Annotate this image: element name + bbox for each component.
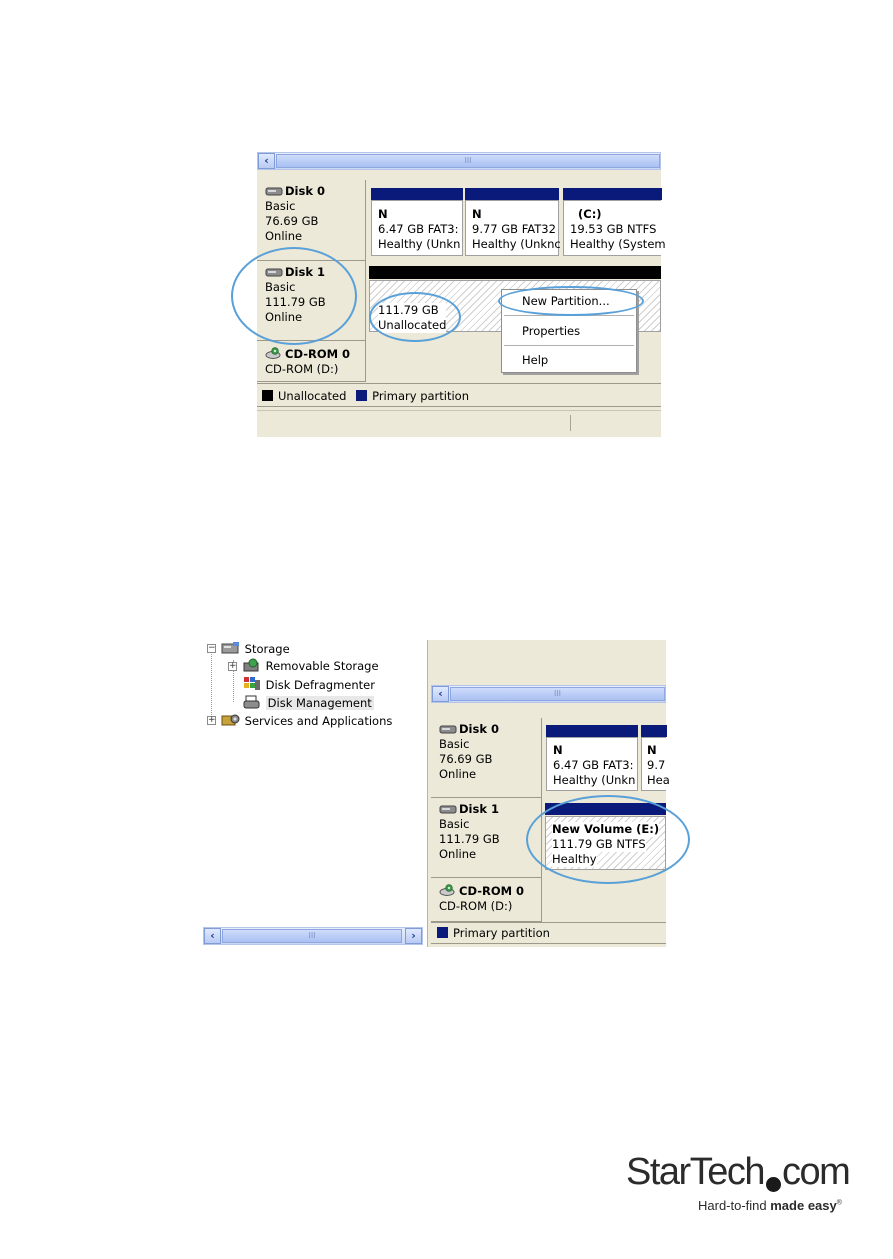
disk-management-icon xyxy=(242,694,262,710)
removable-storage-icon xyxy=(242,658,262,672)
volume-size: 111.79 GB NTFS xyxy=(552,837,646,851)
unallocated-size: 111.79 GB xyxy=(378,303,439,317)
legend-swatch-unallocated xyxy=(262,390,273,401)
volume-size: 9.7 xyxy=(647,758,666,772)
disk-drive-icon xyxy=(265,186,283,196)
services-icon xyxy=(221,712,241,728)
volume-title: N xyxy=(378,207,388,221)
volume-partition[interactable] xyxy=(546,737,638,791)
registered-mark: ® xyxy=(836,1199,842,1207)
disk-status: Online xyxy=(439,767,477,781)
scroll-thumb[interactable]: III xyxy=(276,154,660,168)
scroll-thumb[interactable]: III xyxy=(222,929,402,943)
brand-wordmark xyxy=(626,1150,849,1194)
disk-size: 76.69 GB xyxy=(439,752,493,766)
tree-item-label: Services and Applications xyxy=(244,714,393,728)
unallocated-label: Unallocated xyxy=(378,318,447,332)
brand-dot xyxy=(766,1177,781,1192)
disk-type: CD-ROM (D:) xyxy=(439,899,513,913)
storage-icon xyxy=(221,641,241,655)
expand-collapse-storage[interactable]: − xyxy=(208,643,216,653)
status-bar xyxy=(257,410,661,437)
scroll-right-button[interactable]: › xyxy=(405,928,422,944)
scroll-left-button[interactable]: ‹ xyxy=(432,686,449,702)
disk-size: 111.79 GB xyxy=(265,295,326,309)
defragmenter-icon xyxy=(242,676,262,692)
volume-title: New Volume (E:) xyxy=(552,822,660,836)
disk-status: Online xyxy=(265,229,303,243)
disk-drive-icon xyxy=(439,724,457,734)
tree-item-label: Disk Management xyxy=(267,696,372,710)
volume-partition[interactable] xyxy=(465,200,559,256)
menu-item-properties[interactable]: Properties xyxy=(522,324,581,338)
highlight-oval-disk1 xyxy=(231,247,357,345)
volume-size: 6.47 GB FAT3: xyxy=(553,758,634,772)
volume-status: Healthy xyxy=(552,852,597,866)
disk-name: Disk 0 xyxy=(459,722,499,736)
legend-label: Unallocated xyxy=(278,389,347,403)
legend-swatch-primary xyxy=(437,927,448,938)
tree-item-storage[interactable] xyxy=(221,641,290,656)
disk-type: Basic xyxy=(265,280,296,294)
disk-status: Online xyxy=(265,310,303,324)
volume-title: N xyxy=(472,207,482,221)
cdrom-label[interactable] xyxy=(257,341,366,382)
volume-status: Healthy (Unkn xyxy=(553,773,636,787)
legend-label: Primary partition xyxy=(372,389,469,403)
tree-item-label: Removable Storage xyxy=(265,659,379,673)
disk-name: Disk 1 xyxy=(459,802,499,816)
tree-item-disk-management[interactable] xyxy=(242,694,374,710)
tree-item-removable-storage[interactable] xyxy=(242,658,379,673)
disk-name: CD-ROM 0 xyxy=(285,347,351,361)
top-scrollbar[interactable] xyxy=(257,152,661,170)
legend-label: Primary partition xyxy=(453,926,550,940)
brand-name-2: com xyxy=(781,1151,850,1193)
legend-swatch-primary xyxy=(356,390,367,401)
disk-name: CD-ROM 0 xyxy=(459,884,525,898)
tree-item-disk-defragmenter[interactable] xyxy=(242,676,375,692)
unallocated-bar xyxy=(369,266,661,279)
volume-partition[interactable] xyxy=(371,200,463,256)
volume-size: 9.77 GB FAT32 xyxy=(472,222,556,236)
volume-size: 6.47 GB FAT3: xyxy=(378,222,459,236)
disk-status: Online xyxy=(439,847,477,861)
disk-management-screenshot-1 xyxy=(257,152,666,436)
scroll-left-button[interactable]: ‹ xyxy=(204,928,221,944)
disk-management-screenshot-2 xyxy=(203,640,670,947)
brand-name-1: StarTech xyxy=(626,1151,764,1193)
disk-size: 76.69 GB xyxy=(265,214,319,228)
tree-scrollbar[interactable] xyxy=(203,927,423,945)
disk-size: 111.79 GB xyxy=(439,832,500,846)
highlight-oval-new-volume xyxy=(526,795,690,884)
menu-item-new-partition[interactable]: New Partition... xyxy=(522,294,610,308)
expand-services[interactable]: + xyxy=(208,715,216,725)
cdrom-label[interactable] xyxy=(431,878,542,922)
volume-title: N xyxy=(647,743,657,757)
disk-type: Basic xyxy=(439,817,470,831)
disk-name: Disk 0 xyxy=(285,184,325,198)
console-tree xyxy=(203,640,427,947)
highlight-oval-new-partition xyxy=(498,286,644,316)
expand-removable-storage[interactable]: + xyxy=(229,661,237,671)
scroll-thumb[interactable]: III xyxy=(450,687,665,701)
volume-title: N xyxy=(553,743,563,757)
disk-type: Basic xyxy=(439,737,470,751)
menu-item-help[interactable]: Help xyxy=(522,353,549,367)
volume-partition-c[interactable] xyxy=(563,200,666,256)
startech-logo xyxy=(626,1150,856,1222)
tagline-bold: made easy xyxy=(770,1198,837,1213)
disk-drive-icon xyxy=(439,804,457,814)
scroll-left-button[interactable]: ‹ xyxy=(258,153,275,169)
top-scrollbar[interactable] xyxy=(431,685,666,703)
volume-status: Healthy (Unknc xyxy=(472,237,561,251)
volume-status: Healthy (System xyxy=(570,237,666,251)
disk-type: Basic xyxy=(265,199,296,213)
tree-item-label: Storage xyxy=(244,642,290,656)
volume-status: Hea xyxy=(647,773,670,787)
legend xyxy=(257,383,661,407)
tree-item-label: Disk Defragmenter xyxy=(265,678,375,692)
volume-title: (C:) xyxy=(578,207,602,221)
volume-partition[interactable] xyxy=(641,737,670,791)
cdrom-icon xyxy=(265,347,283,359)
volume-status: Healthy (Unkn xyxy=(378,237,461,251)
brand-tagline xyxy=(698,1198,842,1213)
tree-item-services-and-applications[interactable] xyxy=(221,712,392,728)
disk-name: Disk 1 xyxy=(285,265,325,279)
disk-type: CD-ROM (D:) xyxy=(265,362,339,376)
highlight-oval-unallocated xyxy=(369,292,461,342)
tagline-light: Hard-to-find xyxy=(698,1198,771,1213)
volume-size: 19.53 GB NTFS xyxy=(570,222,657,236)
legend xyxy=(431,922,666,944)
cdrom-icon xyxy=(439,884,457,896)
disk-0-label[interactable] xyxy=(431,718,542,798)
